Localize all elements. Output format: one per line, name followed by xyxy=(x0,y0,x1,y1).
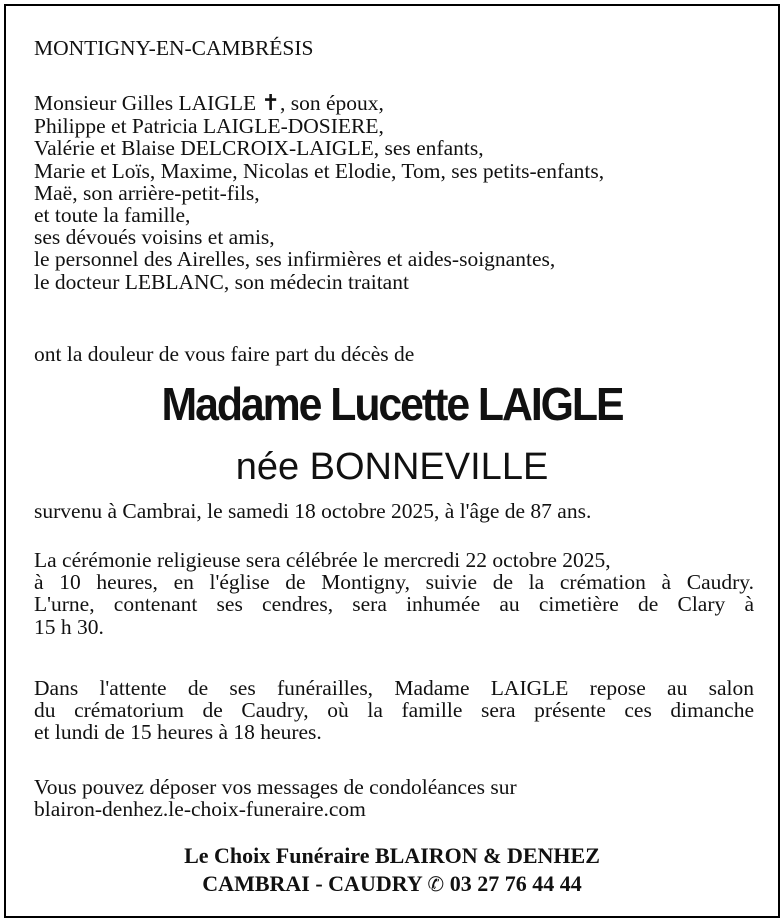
deceased-name: Madame Lucette LAIGLE xyxy=(161,378,623,430)
condolences-paragraph xyxy=(34,776,754,820)
funeral-home-footer xyxy=(6,842,778,898)
spouse-relation: , son époux, xyxy=(279,91,384,115)
paragraph-line: 15 h 30. xyxy=(34,614,104,639)
paragraph-line: L'urne, contenant ses cendres, sera inhumée au cimetière de Clary à xyxy=(34,592,754,617)
paragraph-line: et lundi de 15 heures à 18 heures. xyxy=(34,720,322,745)
list-item: Philippe et Patricia LAIGLE-DOSIERE, xyxy=(34,114,384,139)
funeral-home-locations: CAMBRAI - CAUDRY xyxy=(202,871,422,896)
repose-paragraph xyxy=(34,677,754,744)
list-item: Maë, son arrière-petit-fils, xyxy=(34,180,260,205)
ceremony-paragraph xyxy=(34,549,754,638)
town-heading: MONTIGNY-EN-CAMBRÉSIS xyxy=(34,36,314,60)
death-details: survenu à Cambrai, le samedi 18 octobre 2025, à l'âge de 87 ans. xyxy=(34,499,592,523)
paragraph-line: La cérémonie religieuse sera célébrée le mercredi 22 octobre 2025, xyxy=(34,548,611,572)
condolences-website: blairon-denhez.le-choix-funeraire.com xyxy=(34,797,366,822)
phone-number: 03 27 76 44 44 xyxy=(449,871,582,896)
announcement-text: ont la douleur de vous faire part du décès de xyxy=(34,342,415,366)
list-item: le personnel des Airelles, ses infirmières et aides-soignantes, xyxy=(34,247,556,272)
list-item: Marie et Loïs, Maxime, Nicolas et Elodie, Tom, ses petits-enfants, xyxy=(34,158,605,183)
list-item: ses dévoués voisins et amis, xyxy=(34,225,275,250)
list-item: le docteur LEBLANC, son médecin traitant xyxy=(34,269,409,294)
telephone-icon: ✆ xyxy=(427,872,445,896)
funeral-home-name: Le Choix Funéraire BLAIRON & DENHEZ xyxy=(184,843,600,868)
mourners-list xyxy=(34,92,774,293)
list-item xyxy=(34,92,774,115)
spouse-name: Monsieur Gilles LAIGLE xyxy=(34,91,257,115)
maiden-name: née BONNEVILLE xyxy=(235,446,549,488)
obituary-notice xyxy=(4,4,780,918)
paragraph-line: à 10 heures, en l'église de Montigny, suivie de la crémation à Caudry. xyxy=(34,570,754,595)
contact-line xyxy=(6,870,778,898)
paragraph-line: du crématorium de Caudry, où la famille sera présente ces dimanche xyxy=(34,698,754,723)
latin-cross-icon: ✝ xyxy=(261,91,280,116)
list-item: Valérie et Blaise DELCROIX-LAIGLE, ses enfants, xyxy=(34,136,484,161)
paragraph-line: Dans l'attente de ses funérailles, Madame LAIGLE repose au salon xyxy=(34,676,754,700)
list-item: et toute la famille, xyxy=(34,203,191,228)
paragraph-line: Vous pouvez déposer vos messages de condoléances sur xyxy=(34,775,517,799)
